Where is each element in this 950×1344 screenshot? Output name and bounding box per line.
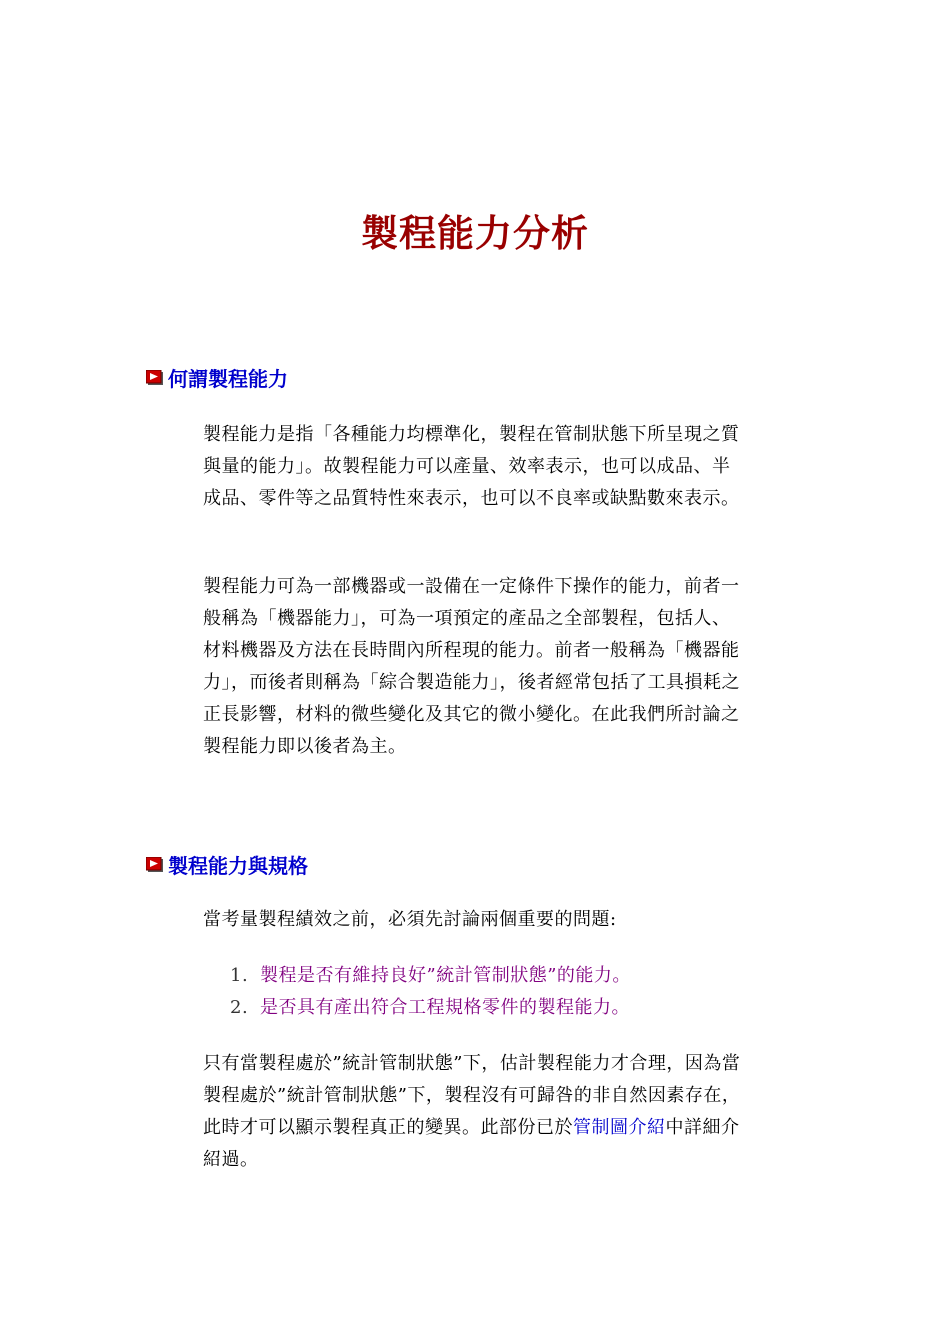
paragraph-text: 只有當製程處於”統計管制狀態”下，估計製程能力才合理，因為當製程處於”統計管制狀態”下，製程沒有可歸咎的非自然因素存在，此時才可以顯示製程真正的變異。此部份已於 — [203, 1053, 741, 1138]
list-item-text: 是否具有產出符合工程規格零件的製程能力。 — [260, 997, 630, 1018]
section-heading-text: 何謂製程能力 — [168, 367, 288, 391]
control-chart-link[interactable]: 管制圖介紹 — [573, 1117, 666, 1138]
paragraph — [203, 1048, 748, 1176]
section-heading-capability-and-spec — [146, 850, 308, 879]
numbered-list — [230, 960, 750, 1024]
play-bullet-icon — [146, 857, 163, 872]
paragraph: 製程能力可為一部機器或一設備在一定條件下操作的能力，前者一般稱為「機器能力」，可為一項預定的產品之全部製程，包括人、材料機器及方法在長時間內所程現的能力。前者一般稱為「機器能力」，而後者則稱為「綜合製造能力」，後者經常包括了工具損耗之正長影響，材料的微些變化及其它的微小變化。在此我們所討論之製程能力即以後者為主。 — [203, 576, 740, 757]
paragraph: 當考量製程績效之前，必須先討論兩個重要的問題: — [203, 909, 617, 930]
section-heading-what-is-process-capability — [146, 363, 288, 392]
list-item-text: 製程是否有維持良好”統計管制狀態”的能力。 — [260, 965, 631, 986]
list-item-number: 2. — [230, 997, 249, 1018]
list-item — [230, 992, 750, 1024]
page-title: 製程能力分析 — [361, 211, 589, 255]
paragraph: 製程能力是指「各種能力均標準化，製程在管制狀態下所呈現之質與量的能力」。故製程能力可以產量、效率表示，也可以成品、半成品、零件等之品質特性來表示，也可以不良率或缺點數來表示。 — [203, 424, 740, 509]
play-bullet-icon — [146, 370, 163, 385]
list-item-number: 1. — [230, 965, 249, 986]
section-heading-text: 製程能力與規格 — [168, 854, 308, 878]
paragraph-text: 中詳細介紹過。 — [203, 1117, 740, 1170]
list-item — [230, 960, 750, 992]
